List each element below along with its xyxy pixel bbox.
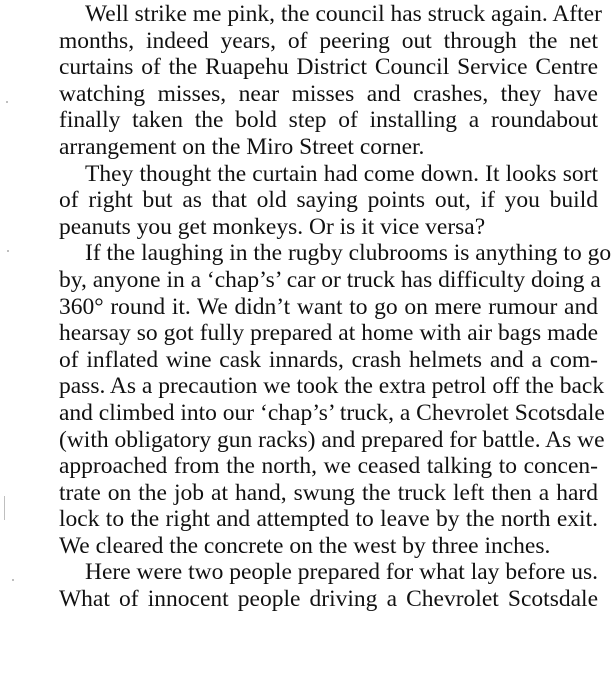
paragraph-3 bbox=[33, 240, 612, 559]
paragraph-1 bbox=[33, 1, 602, 161]
text-line: finally taken the bold step of installing a roundabout bbox=[59, 107, 598, 134]
text-line: trate on the job at hand, swung the truck left then a hard bbox=[59, 479, 598, 506]
text-line: What of innocent people driving a Chevrolet Scotsdale bbox=[59, 586, 598, 613]
text-line: They thought the curtain had come down. It looks sort bbox=[85, 160, 598, 187]
text-line: arrangement on the Miro Street corner. bbox=[59, 133, 425, 160]
text-line: by, anyone in a ‘chap’s’ car or truck has difficulty doing a bbox=[59, 266, 601, 293]
text-line: approached from the north, we ceased talking to concen- bbox=[59, 453, 598, 480]
text-line: curtains of the Ruapehu District Council Service Centre bbox=[59, 54, 598, 81]
text-line: 360° round it. We didn’t want to go on mere rumour and bbox=[59, 293, 598, 320]
text-line: (with obligatory gun racks) and prepared for battle. As we bbox=[59, 426, 605, 453]
paragraph-4 bbox=[33, 559, 598, 612]
article-body bbox=[33, 1, 612, 613]
text-line: of inflated wine cask innards, crash helmets and a com- bbox=[59, 346, 598, 373]
text-line: hearsay so got fully prepared at home with air bags made bbox=[59, 320, 598, 347]
text-line: of right but as that old saying points out, if you build bbox=[59, 187, 598, 214]
scan-speck bbox=[6, 101, 8, 103]
paragraph-2 bbox=[33, 161, 598, 241]
text-line: and climbed into our ‘chap’s’ truck, a Chevrolet Scotsdale bbox=[59, 399, 605, 426]
scan-speck bbox=[7, 250, 9, 252]
text-line: watching misses, near misses and crashes, they have bbox=[59, 80, 598, 107]
text-line: lock to the right and attempted to leave by the north exit. bbox=[59, 506, 598, 533]
scan-speck bbox=[12, 579, 14, 581]
text-line: Here were two people prepared for what lay before us. bbox=[85, 559, 598, 586]
scan-speck bbox=[4, 496, 5, 520]
text-line: pass. As a precaution we took the extra petrol off the back bbox=[59, 373, 605, 400]
text-line: peanuts you get monkeys. Or is it vice versa? bbox=[59, 213, 486, 240]
text-line: If the laughing in the rugby clubrooms is anything to go bbox=[85, 240, 612, 267]
text-line: months, indeed years, of peering out through the net bbox=[59, 27, 598, 54]
text-line: Well strike me pink, the council has struck again. After bbox=[85, 1, 602, 27]
text-line: We cleared the concrete on the west by three inches. bbox=[59, 532, 551, 559]
